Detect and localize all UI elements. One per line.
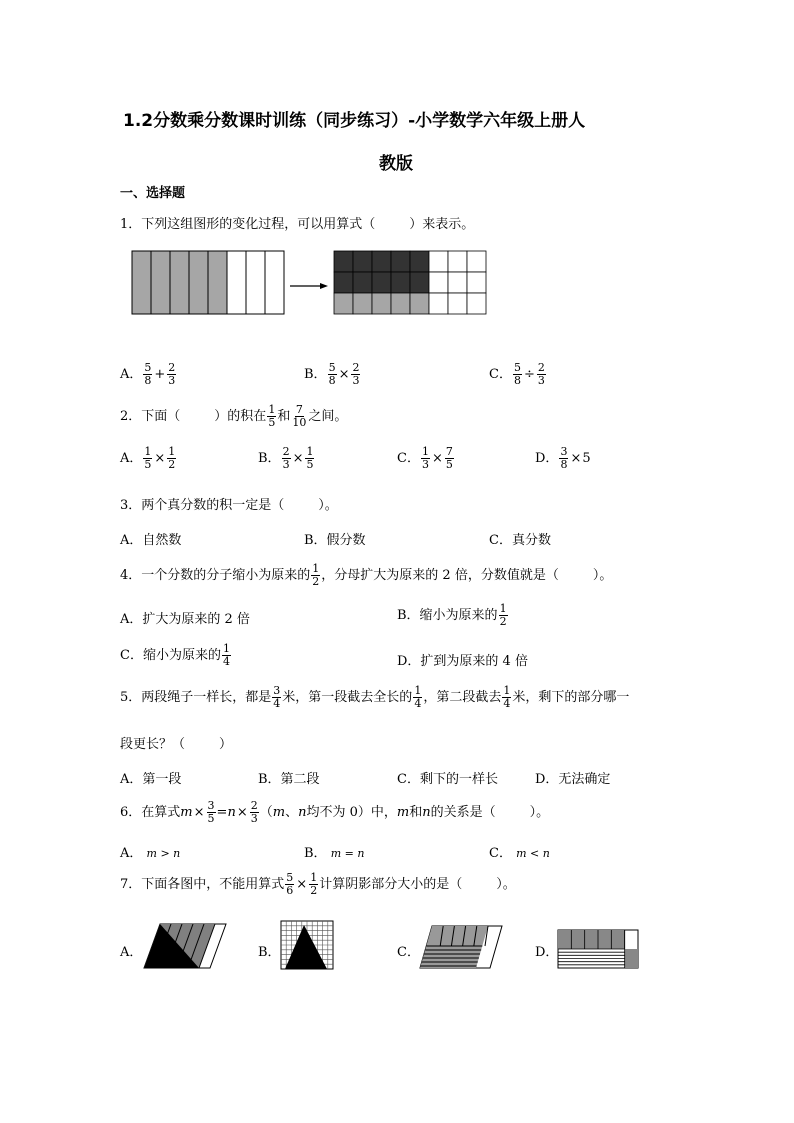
q2-option-c[interactable]: C． $\frac{1}{3}$ × $\frac{7}{5}$ — [397, 445, 453, 471]
q6-option-b[interactable]: B． m = n — [304, 846, 365, 861]
question-number: 1． — [120, 217, 142, 232]
page-title-line2: 教版 — [379, 154, 413, 174]
question-3-stem: 3．两个真分数的积一定是（ ）。 — [120, 498, 338, 513]
q3-option-b[interactable]: B．假分数 — [304, 533, 366, 548]
section-heading: 一、选择题 — [120, 186, 186, 201]
q6-option-c[interactable]: C． m < n — [489, 846, 550, 861]
q4-option-c[interactable]: C．缩小为原来的 $\frac{1}{4}$ — [120, 642, 230, 668]
q5-option-a[interactable]: A．第一段 — [120, 772, 182, 787]
q1-option-a[interactable]: A． $\frac{5}{8}$ + $\frac{2}{3}$ — [120, 361, 176, 387]
q7-option-d[interactable]: D． — [535, 945, 559, 960]
q6-option-a[interactable]: A． m > n — [120, 846, 181, 861]
question-2-stem: 2．下面（ ）的积在 $\frac{1}{5}$ 和 $\frac{7}{10}$ 之间。 — [120, 403, 348, 429]
q7-option-a[interactable]: A． — [120, 945, 143, 960]
q7-option-b[interactable]: B． — [258, 945, 281, 960]
q3-option-c[interactable]: C．真分数 — [489, 533, 551, 548]
q1-option-c[interactable]: C． $\frac{5}{8}$ ÷ $\frac{2}{3}$ — [489, 361, 545, 387]
q3-option-a[interactable]: A．自然数 — [120, 533, 182, 548]
q4-option-a[interactable]: A．扩大为原来的 2 倍 — [120, 612, 250, 627]
q4-option-b[interactable]: B．缩小为原来的 $\frac{1}{2}$ — [397, 602, 507, 628]
q1-option-b[interactable]: B． $\frac{5}{8}$ × $\frac{2}{3}$ — [304, 361, 360, 387]
q2-option-b[interactable]: B． $\frac{2}{3}$ × $\frac{1}{5}$ — [258, 445, 314, 471]
q2-option-d[interactable]: D． $\frac{3}{8}$ ×5 — [535, 445, 591, 471]
q5-option-d[interactable]: D．无法确定 — [535, 772, 611, 787]
q5-option-b[interactable]: B．第二段 — [258, 772, 320, 787]
question-1-stem: 1．下列这组图形的变化过程，可以用算式（ ）来表示。 — [120, 217, 475, 232]
question-7-stem: 7．下面各图中，不能用算式 $\frac{5}{6}$ × $\frac{1}{2}$ 计算阴影部分大小的是（ ）。 — [120, 871, 516, 897]
question-6-stem: 6．在算式m× $\frac{3}{5}$ =n× $\frac{2}{3}$ （m、n均不为 0）中，m和n的关系是（ ）。 — [120, 799, 550, 825]
q5-option-c[interactable]: C．剩下的一样长 — [397, 772, 498, 787]
q7-figure-b — [281, 921, 333, 969]
q4-option-d[interactable]: D．扩到为原来的 4 倍 — [397, 654, 528, 669]
page-title-line1: 1.2分数乘分数课时训练（同步练习）-小学数学六年级上册人 — [123, 111, 586, 131]
q2-option-a[interactable]: A． $\frac{1}{5}$ × $\frac{1}{2}$ — [120, 445, 176, 471]
q7-figure-d — [558, 930, 638, 968]
q7-figure-c — [420, 926, 502, 968]
question-4-stem: 4．一个分数的分子缩小为原来的 $\frac{1}{2}$ ，分母扩大为原来的 2 倍，分数值就是（ ）。 — [120, 562, 613, 588]
question-5-stem: 5．两段绳子一样长，都是 $\frac{3}{4}$ 米，第一段截去全长的 $\frac{1}{4}$ ，第二段截去 $\frac{1}{4}$ 米，剩下的部分哪一 — [120, 684, 630, 710]
q7-figure-a — [144, 924, 226, 968]
q7-option-c[interactable]: C． — [397, 945, 420, 960]
question-5-stem-line2: 段更长？（ ） — [120, 737, 233, 752]
